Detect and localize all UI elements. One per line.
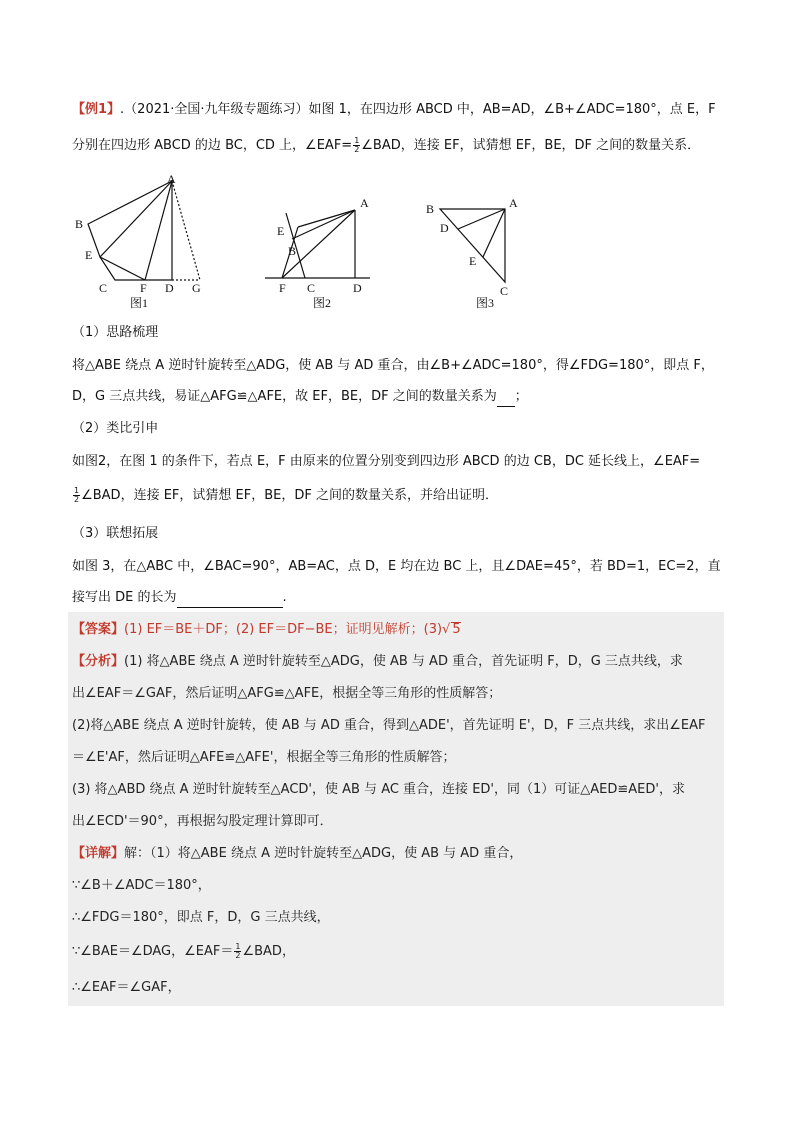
part2-line-1: 如图2，在图 1 的条件下，若点 E，F 由原来的位置分别变到四边形 ABCD 的边 CB，DC 延长线上，∠EAF= xyxy=(72,454,701,469)
fig2-ae xyxy=(292,210,355,239)
half-fraction-2 xyxy=(73,487,80,504)
figure-1 xyxy=(88,181,200,280)
fig1-label-e: E xyxy=(85,248,93,262)
detail-line-5: ∴∠EAF＝∠GAF， xyxy=(72,980,181,995)
problem-source: .（2021·全国·九年级专题练习）如图 1，在四边形 ABCD 中，AB=AD，∠B+∠ADC=180°，点 E，F xyxy=(120,102,716,117)
fig1-label-f: F xyxy=(140,281,147,295)
figure-2 xyxy=(265,210,370,278)
fig2-label-c: C xyxy=(307,281,316,295)
fig3-label-d: D xyxy=(440,221,449,235)
figure-3 xyxy=(440,209,505,282)
part1-title: （1）思路梳理 xyxy=(72,325,159,340)
detail-tag: 【详解】 xyxy=(72,846,125,861)
fig3-label-b: B xyxy=(426,202,435,216)
detail-text-1: 解：（1）将△ABE 绕点 A 逆时针旋转至△ADG，使 AB 与 AD 重合， xyxy=(124,846,523,861)
frac3-den: 2 xyxy=(235,951,241,960)
sqrt-symbol: √ xyxy=(442,622,451,637)
detail-line-1 xyxy=(72,844,522,864)
part3-title: （3）联想拓展 xyxy=(72,526,159,541)
part2-line-2-text: ∠BAD，连接 EF，试猜想 EF，BE，DF 之间的数量关系，并给出证明． xyxy=(81,488,498,503)
part1-line-1: 将△ABE 绕点 A 逆时针旋转至△ADG，使 AB 与 AD 重合，由∠B+∠ADC=180°，得∠FDG=180°，即点 F， xyxy=(72,358,714,373)
frac3-num: 1 xyxy=(235,942,241,951)
fig1-label-a: A xyxy=(167,172,176,186)
analysis-line-3: (2)将△ABE 绕点 A 逆时针旋转，使 AB 与 AD 重合，得到△ADE'，首先证明 E'，D，F 三点共线，求出∠EAF xyxy=(72,718,706,733)
fig1-label-c: C xyxy=(99,281,108,295)
frac-num: 1 xyxy=(354,136,360,145)
detail-line-2: ∵∠B＋∠ADC＝180°， xyxy=(72,878,211,893)
analysis-line-6: 出∠ECD'＝90°，再根据勾股定理计算即可． xyxy=(72,814,333,829)
part3-line-1: 如图 3，在△ABC 中，∠BAC=90°，AB=AC，点 D，E 均在边 BC 上，且∠DAE=45°，若 BD=1，EC=2，直 xyxy=(72,559,721,574)
fig3-label-a: A xyxy=(509,196,518,210)
half-fraction xyxy=(353,137,360,154)
part3-line-2-text: 接写出 DE 的长为 xyxy=(72,590,177,605)
frac2-num: 1 xyxy=(74,486,80,495)
fig3-label-c: C xyxy=(500,284,509,298)
part2-line-2 xyxy=(72,486,498,506)
part3-line-2-end: . xyxy=(282,590,287,605)
part1-line-2 xyxy=(72,387,528,407)
answer-line xyxy=(72,620,461,640)
detail-line-4 xyxy=(72,942,295,962)
frac-den: 2 xyxy=(354,145,360,154)
part3-line-2 xyxy=(72,588,287,608)
detail-text-4b: ∠BAD， xyxy=(242,944,295,959)
fig3-label-e: E xyxy=(469,254,477,268)
frac2-den: 2 xyxy=(74,495,80,504)
analysis-line-2: 出∠EAF＝∠GAF，然后证明△AFG≌△AFE，根据全等三角形的性质解答； xyxy=(72,686,502,701)
sqrt-radicand: 5 xyxy=(452,622,461,637)
fig1-caption: 图1 xyxy=(130,296,149,310)
fig2-label-f: F xyxy=(279,281,286,295)
part3-answer-blank xyxy=(177,593,283,608)
fig1-quadrilateral xyxy=(88,181,172,280)
fig1-label-d: D xyxy=(165,281,174,295)
example-tag: 【例1】 xyxy=(72,102,121,117)
detail-line-3: ∴∠FDG＝180°，即点 F，D，G 三点共线， xyxy=(72,910,330,925)
fig1-label-b: B xyxy=(75,217,84,231)
fig1-ag xyxy=(172,181,200,280)
fig2-caption: 图2 xyxy=(313,296,332,310)
answer-text: (1) EF＝BE＋DF；(2) EF＝DF−BE；证明见解析；(3) xyxy=(124,622,443,637)
problem-line-2-b: ∠BAD，连接 EF，试猜想 EF，BE，DF 之间的数量关系． xyxy=(361,138,701,153)
analysis-line-4: ＝∠E'AF，然后证明△AFE≌△AFE'，根据全等三角形的性质解答； xyxy=(72,750,456,765)
fig3-ad xyxy=(458,209,505,229)
problem-line-2 xyxy=(72,136,700,156)
analysis-line-5: (3) 将△ABD 绕点 A 逆时针旋转至△ACD'，使 AB 与 AC 重合，连接 ED'，同（1）可证△AED≌AED'，求 xyxy=(72,782,685,797)
answer-tag: 【答案】 xyxy=(72,622,125,637)
problem-line-2-a: 分别在四边形 ABCD 的边 BC，CD 上，∠EAF= xyxy=(72,138,353,153)
part1-answer-blank xyxy=(497,392,515,407)
analysis-line-1 xyxy=(72,652,683,672)
analysis-tag: 【分析】 xyxy=(72,654,125,669)
problem-line-1 xyxy=(72,100,716,120)
fig2-label-b: B xyxy=(288,244,297,258)
part2-title: （2）类比引申 xyxy=(72,421,159,436)
fig2-label-e: E xyxy=(277,224,285,238)
half-fraction-3 xyxy=(234,943,241,960)
part1-line-2-end: ； xyxy=(514,389,528,404)
fig3-caption: 图3 xyxy=(476,296,495,310)
fig3-ae xyxy=(483,209,505,257)
fig2-label-a: A xyxy=(360,196,369,210)
fig3-triangle xyxy=(440,209,505,282)
fig2-label-d: D xyxy=(353,281,362,295)
part1-line-2-text: D，G 三点共线，易证△AFG≌△AFE，故 EF，BE，DF 之间的数量关系为 xyxy=(72,389,497,404)
fig1-label-g: G xyxy=(192,281,201,295)
geometry-figures xyxy=(60,165,540,315)
fig1-ef xyxy=(100,257,145,280)
detail-text-4a: ∵∠BAE＝∠DAG，∠EAF＝ xyxy=(72,944,234,959)
analysis-text-1: (1) 将△ABE 绕点 A 逆时针旋转至△ADG，使 AB 与 AD 重合，首先证明 F，D，G 三点共线，求 xyxy=(124,654,683,669)
